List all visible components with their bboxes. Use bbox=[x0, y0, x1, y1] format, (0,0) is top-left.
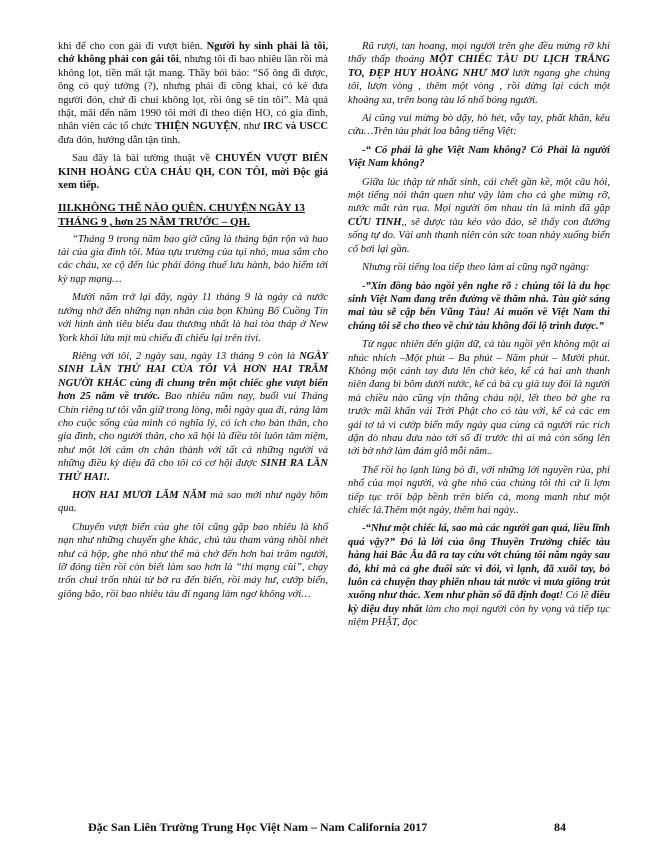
text-run: Rũ rượi, tan hoang, mọi người trên ghe đều mừng rỡ khi thấy thấp thoáng bbox=[348, 41, 610, 66]
page-number: 84 bbox=[554, 820, 566, 834]
text-run: , nhưng tôi đi bao nhiêu lần rồi mà không lọt, tiền mất tật mang. Thầy bói bảo: “Số ông đi được, ông có quý tướng (?), nhưng phải đi công khai, có kẻ đưa người đón, chứ đi chui không lọt, rồi ông sẽ tin tôi”. Mà quả thật, mãi đến năm 1990 tôi mới đi theo diện HO, có gia đình, nhân viên các tổ chức bbox=[58, 54, 328, 133]
text-run: làm cho mọi người còn hy vọng và tiếp tục niệm PHẬT, đọc bbox=[348, 603, 610, 629]
right-paragraph-7 bbox=[348, 522, 610, 629]
text-run: SINH RA LẦN THỨ HAI!. bbox=[58, 458, 328, 483]
text-run: IRC và USCC bbox=[263, 121, 328, 133]
right-quote-2: -”Xin đồng bào ngồi yên nghe rõ : chúng tôi là du học sinh Việt Nam đang trên đường về thăm nhà. Tàu giờ sáng mai tàu sẽ cập bến Vũng Tàu! Ai muốn về Việt Nam thì chúng tôi sẽ cho theo về chứ tàu không đổi lộ trình được.” bbox=[348, 280, 610, 332]
right-column bbox=[348, 40, 610, 635]
left-paragraph-3: “Tháng 9 trong năm bao giờ cũng là tháng bận rộn và hao tài của gia đình tôi. Mùa tựu trường của tụi nhỏ, mua sắm cho các cháu, xe cộ đến lúc phải đóng thuế lưu hành, bảo hiểm tới kỳ nạp mạng… bbox=[58, 233, 328, 285]
page-footer bbox=[88, 820, 608, 835]
right-paragraph-4: Nhưng rồi tiếng loa tiếp theo làm ai cũng ngỡ ngàng: bbox=[362, 262, 590, 274]
text-run: đưa đón, hướng dẫn tận tình. bbox=[58, 134, 181, 146]
text-run: khi để cho con gái đi vượt biên. bbox=[58, 41, 207, 52]
section-heading: III.KHÔNG THỂ NÀO QUÊN. CHUYỆN NGÀY 13 THÁNG 9 , hơn 25 NĂM TRƯỚC – QH. bbox=[58, 202, 305, 229]
text-run: Sau đây là bài tường thuật về bbox=[72, 153, 216, 165]
text-run: Giữa lúc thập tử nhất sinh, cái chết gần kề, một câu hỏi, một tiếng nói thân quen như vậy làm cho cả ghe mừng rỡ, nước mắt ràn rụa. Mọi người ôm nhau tin là mình đã gặp bbox=[348, 176, 610, 215]
text-run: NGÀY SINH LẦN THỨ HAI CỦA TÔI VÀ HƠN HAI TRĂM NGƯỜI KHÁC cùng đi chung trên một chiếc ghe vượt biển hơn 25 năm về trước. bbox=[58, 350, 328, 403]
right-paragraph-3 bbox=[348, 176, 610, 256]
right-paragraph-2: Ai cũng vui mừng bò dậy, hò hét, vẫy tay, phất khăn, kêu cứu…Trên tàu phát loa bằng tiếng Việt: bbox=[348, 113, 610, 138]
footer-title: Đặc San Liên Trường Trung Học Việt Nam – Nam California 2017 bbox=[88, 820, 428, 834]
left-paragraph-2 bbox=[58, 152, 328, 192]
text-run: -“Như một chiếc lá, sao mà các người gan quá, liều lĩnh quá vậy?” Đó là lời của ông Thuyền Trưởng chiếc tàu hàng hải Bắc Âu đã ra tay cứu vớt chúng tôi năm ngày sau đó, khi mà cả ghe đuối sức vì đói, vì lạnh, đã xuôi tay, bỏ luôn cả chuyện thay phiên nhau tát nước vì mưa giông trút xuống như thác. Xem như phần số đã định đoạt bbox=[348, 523, 610, 602]
text-run: CỨU TINH bbox=[348, 216, 402, 228]
text-run: CHUYẾN VƯỢT BIỂN KINH HOÀNG CỦA CHÁU QH, CON TÔI, mời Độc giả xem tiếp. bbox=[58, 153, 329, 192]
text-run: điều kỳ diệu duy nhất bbox=[348, 590, 611, 615]
left-paragraph-4: Mười năm trở lại đây, ngày 11 tháng 9 là ngày cả nước tưởng nhớ đến những nạn nhân của bọn Khủng Bố Cuồng Tín với hình ảnh tiêu biểu đau thương nhất là hai tòa tháp ở New York khói lửa mịt mù chiếu đi chiếu lại trên tivi. bbox=[58, 292, 328, 344]
text-run: , như bbox=[237, 121, 264, 133]
left-paragraph-6 bbox=[58, 489, 328, 516]
text-run: THIỆN NGUYỆN bbox=[154, 121, 238, 133]
text-run: HƠN HAI MƯƠI LĂM NĂM bbox=[72, 489, 207, 501]
left-column bbox=[58, 40, 328, 606]
text-run: ,, sẽ được tàu kéo vào đảo, sẽ thấy con đường sống tự do. Vài anh thanh niên còn sức toan nhảy xuống biển cố bơi lại gần. bbox=[348, 216, 610, 255]
text-run: MỘT CHIẾC TÀU DU LỊCH TRẮNG TO, ĐẸP HUY HOÀNG NHƯ MƠ bbox=[348, 54, 610, 79]
text-run: Bao nhiêu năm nay, buổi vui Tháng Chín riêng tư tôi vẫn giữ trong lòng, mỗi ngày qua đi, ràng làm cho cuộc sống của mình có nghĩa lý, có ích cho bản thân, cho gia đình, cho người thân, cho xã hội là điều tôi luôn tâm niệm, như một lời cám ơn chân thành với tất cả những người và những điều kỳ diệu đã cho tôi có cơ hội được bbox=[58, 391, 328, 470]
text-run: mà sao mới như ngày hôm qua. bbox=[58, 489, 329, 515]
right-paragraph-6: Thế rồi họ lạnh lùng bỏ đi, với những lời nguyền rủa, phỉ nhổ của mọi người, và ghe nhỏ của chúng tôi thì cứ lì lợm tiếp tục trôi bập bềnh trên biển cả, mong manh như một chiếc lá.Thêm một ngày, thêm hai ngày.. bbox=[348, 464, 610, 516]
text-run: ! Có lẽ bbox=[559, 590, 592, 602]
left-paragraph-5 bbox=[58, 350, 328, 484]
left-paragraph-1 bbox=[58, 40, 328, 147]
left-paragraph-7: Chuyến vượt biển của ghe tôi cũng gặp bao nhiêu là khổ nạn như những chuyến ghe khác, chủ tàu tham vàng nhồi nhét như cá hộp, ghe nhỏ như thể mà chở đến hơn hai trăm người, lỡ đóng tiền rồi còn biết làm sao hơn là “thí mạng cùi”, chạy trốn chui trốn nhủi từ bờ ra đến biển, rồi máy hư, cướp biển, giông bão, rồi bao nhiêu tàu đi ngang làm ngơ không với… bbox=[58, 521, 328, 600]
text-run: lướt ngang ghe chúng tôi, lượn vòng , thêm một vòng , rồi dừng lại cách một khoảng xa, trên bong tàu lố nhố bóng người. bbox=[348, 67, 610, 106]
text-run: Người hy sinh phải là tôi, chớ không phải con gái tôi bbox=[58, 41, 329, 66]
right-paragraph-1 bbox=[348, 40, 610, 107]
text-run: Riêng với tôi, 2 ngày sau, ngày 13 tháng 9 còn là bbox=[72, 350, 300, 362]
right-quote-1: -“ Có phải là ghe Việt Nam không? Có Phải là người Việt Nam không? bbox=[348, 144, 610, 170]
right-paragraph-5: Từ ngạc nhiên đến giận dữ, cả tàu ngồi yên không một ai nhúc nhích –Một phút – Ba phút – Năm phút – Mười phút. Không một cánh tay đưa lên chờ kéo, kể cả hai anh thanh niên đang bì bõm dưới nước, kể cả bà cụ già tuy đói lả người mà chiều nào cũng vịn thằng cháu nội, lết theo bờ ghe ra trước mũi khấn vái Trời Phật cho có tàu với, kể cả các em gái tơ tả vì cướp biển mấy ngày qua cùng cả người rúc rích dặn dò nhau đưa nào tới số đi trước thì ai mà còn sống lên tới bờ nhớ làm đám giỗ mỗi năm.. bbox=[348, 339, 610, 458]
